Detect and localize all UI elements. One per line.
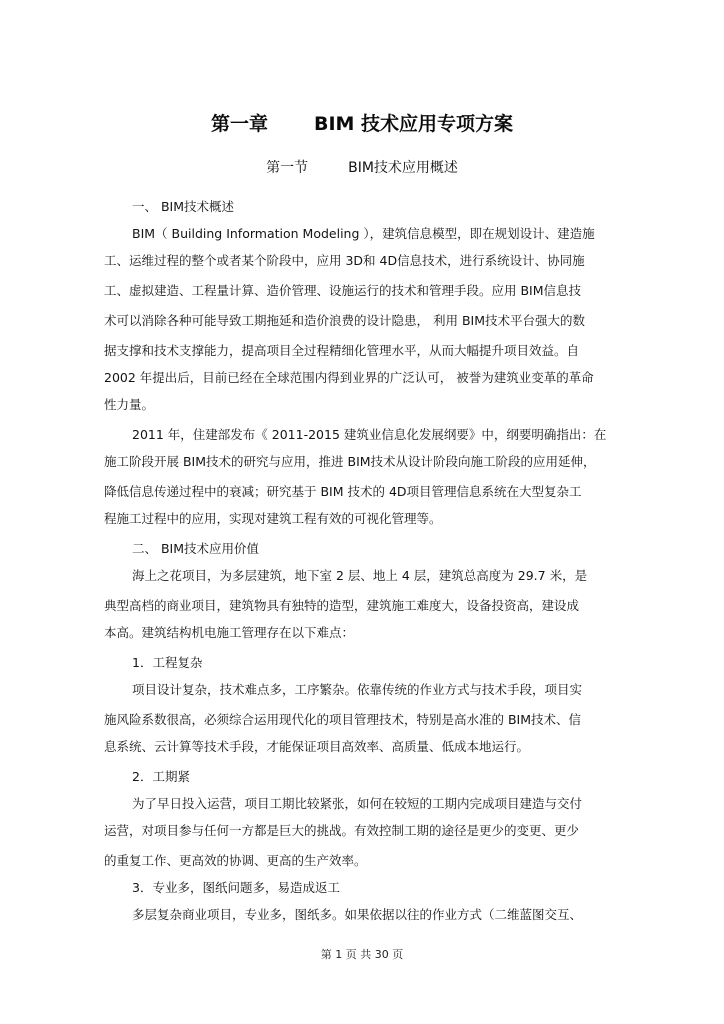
- paragraph-line: 多层复杂商业项目，专业多，图纸多。如果依据以往的作业方式（二维蓝图交互、: [132, 907, 583, 922]
- paragraph-line: 息系统、云计算等技术手段，才能保证项目高效率、高质量、低成本地运行。: [104, 739, 530, 754]
- paragraph-line: 2002 年提出后，目前已经在全球范围内得到业界的广泛认可， 被誉为建筑业变革的革命: [104, 370, 594, 385]
- subheading-value: 二、 BIM技术应用价值: [132, 541, 260, 556]
- paragraph-line: 工、运维过程的整个或者某个阶段中，应用 3D和 4D信息技术，进行系统设计、协同施: [104, 253, 585, 268]
- chapter-label: 第一章: [210, 112, 268, 135]
- paragraph-line: 据支撑和技术支撑能力，提高项目全过程精细化管理水平，从而大幅提升项目效益。自: [104, 343, 580, 358]
- paragraph-line: 的重复工作、更高效的协调、更高的生产效率。: [104, 853, 367, 868]
- paragraph-line: 工、虚拟建造、工程量计算、造价管理、设施运行的技术和管理手段。应用 BIM信息技: [104, 283, 582, 298]
- page-number-footer: 第 1 页 共 30 页: [320, 948, 404, 961]
- paragraph-line: 性力量。: [104, 397, 155, 412]
- chapter-title: [0, 108, 724, 136]
- paragraph-line: 本高。建筑结构机电施工管理存在以下难点：: [104, 625, 355, 640]
- paragraph-line: 典型高档的商业项目，建筑物具有独特的造型，建筑施工难度大，设备投资高，建设成: [104, 598, 580, 613]
- subheading-overview: 一、 BIM技术概述: [132, 199, 235, 214]
- paragraph-line: BIM（ Building Information Modeling ），建筑信息模型，即在规划设计、建造施: [132, 226, 595, 241]
- section-heading: BIM技术应用概述: [348, 160, 458, 176]
- paragraph-line: 2011 年，住建部发布《 2011-2015 建筑业信息化发展纲要》中，纲要明确指出：在: [132, 427, 607, 442]
- list-item-heading: 2．工期紧: [132, 769, 190, 784]
- section-title: [0, 156, 724, 178]
- chapter-heading: BIM 技术应用专项方案: [313, 112, 514, 135]
- list-item-heading: 1．工程复杂: [132, 655, 203, 670]
- paragraph-line: 施工阶段开展 BIM技术的研究与应用，推进 BIM技术从设计阶段向施工阶段的应用延伸，: [104, 454, 596, 469]
- paragraph-line: 运营，对项目参与任何一方都是巨大的挑战。有效控制工期的途径是更少的变更、更少: [104, 823, 580, 838]
- paragraph-line: 施风险系数很高，必须综合运用现代化的项目管理技术，特别是高水准的 BIM技术、信: [104, 712, 582, 727]
- list-item-heading: 3．专业多，图纸问题多，易造成返工: [132, 880, 340, 895]
- section-label: 第一节: [266, 160, 309, 176]
- paragraph-line: 海上之花项目，为多层建筑，地下室 2 层、地上 4 层，建筑总高度为 29.7 米，是: [132, 568, 588, 583]
- paragraph-line: 降低信息传递过程中的衰减；研究基于 BIM 技术的 4D项目管理信息系统在大型复杂工: [104, 484, 582, 499]
- paragraph-line: 项目设计复杂，技术难点多，工序繁杂。依靠传统的作业方式与技术手段，项目实: [132, 682, 583, 697]
- paragraph-line: 术可以消除各种可能导致工期拖延和造价浪费的设计隐患， 利用 BIM技术平台强大的数: [104, 313, 585, 328]
- paragraph-line: 程施工过程中的应用，实现对建筑工程有效的可视化管理等。: [104, 511, 442, 526]
- paragraph-line: 为了早日投入运营，项目工期比较紧张，如何在较短的工期内完成项目建造与交付: [132, 796, 583, 811]
